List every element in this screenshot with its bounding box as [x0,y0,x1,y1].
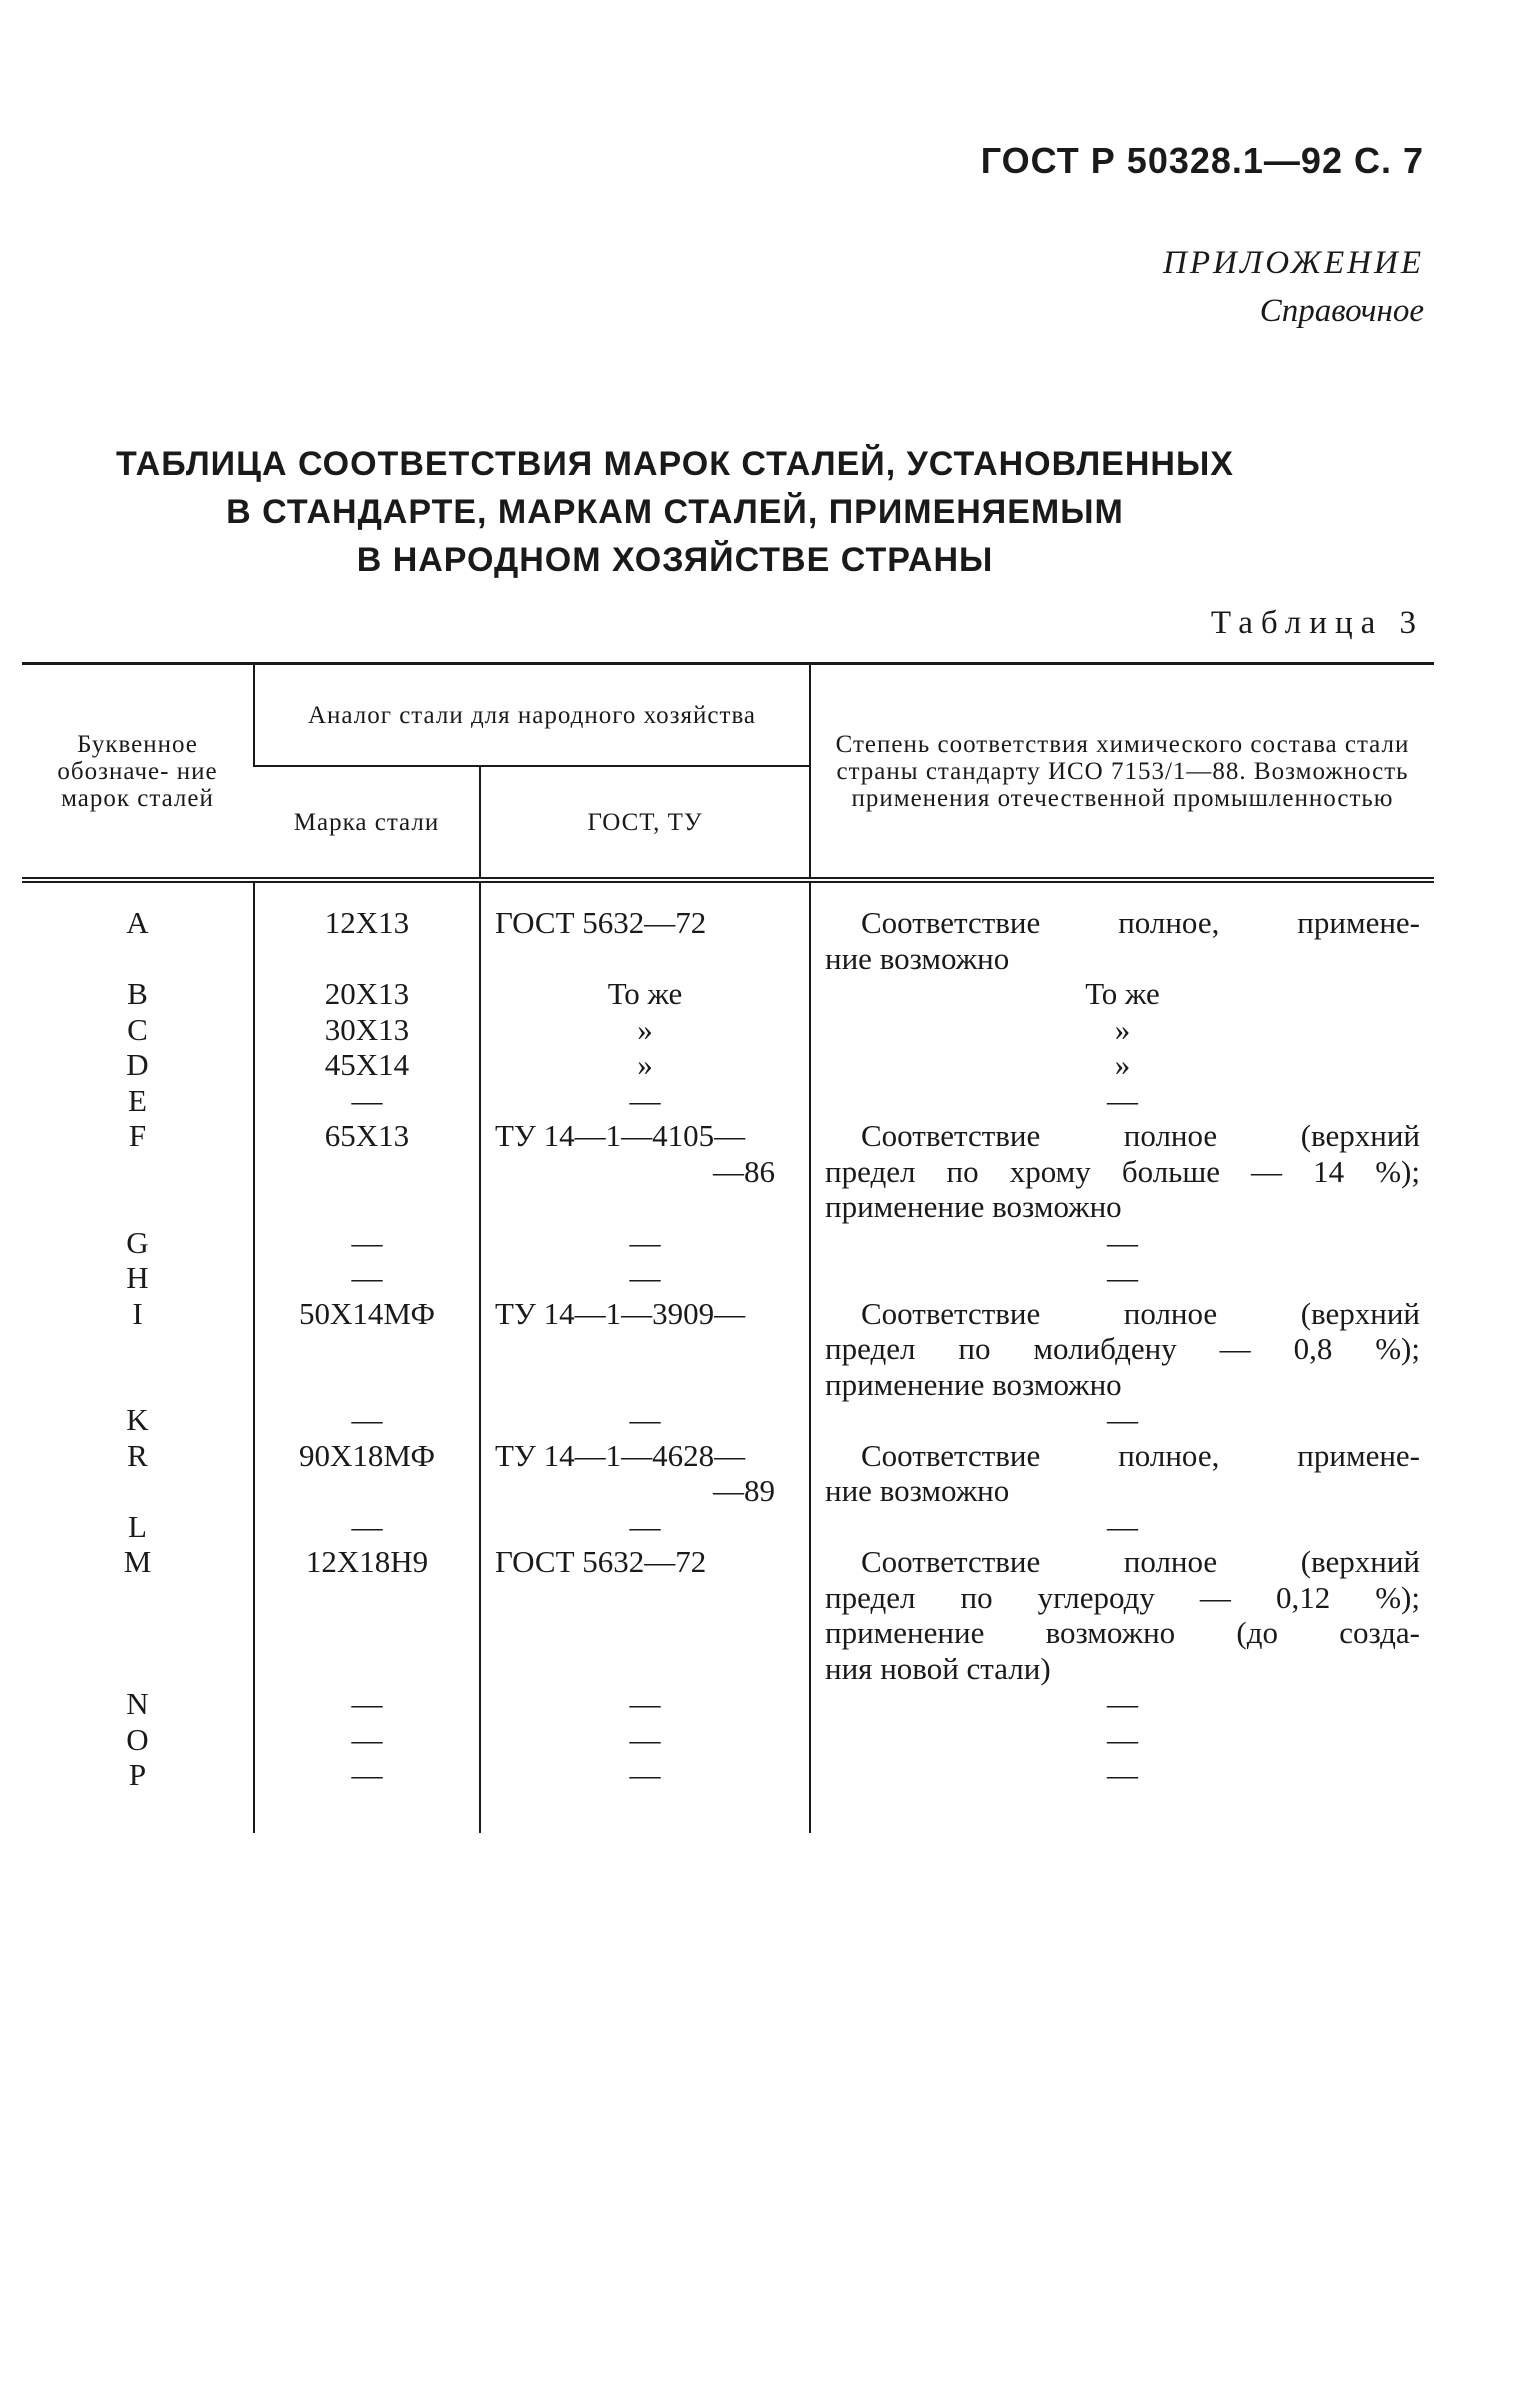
standard-line: » [637,1047,653,1082]
cell-standard [480,1402,810,1438]
cell-steel-grade: 20Х13 [254,976,480,1012]
table-row [22,1225,1434,1261]
compliance-line: Соответствие полное (верхний [861,1118,1420,1153]
table-row [22,1047,1434,1083]
compliance-line: применение возможно [825,1366,1122,1402]
compliance-line: применение возможно (до созда- [825,1615,1420,1650]
cell-steel-grade: 12Х18Н9 [254,1544,480,1686]
cell-letter-code: F [128,1118,147,1153]
compliance-line: применение возможно [825,1189,1122,1224]
appendix-label: ПРИЛОЖЕНИЕ [1163,245,1424,281]
compliance-line: — [1107,1721,1138,1757]
cell-letter-code: L [128,1508,147,1544]
cell-standard [480,1544,810,1686]
header-analog-group: Аналог стали для народного хозяйства [254,664,810,767]
standard-line: — [629,1721,661,1757]
standard-line: — [629,1402,661,1437]
compliance-line: — [1107,1402,1138,1437]
cell-steel-grade: — [254,1083,480,1119]
appendix-type: Справочное [1259,292,1424,329]
cell-compliance [810,1509,1434,1545]
standard-line: — [629,1686,661,1721]
cell-letter-code: B [127,976,148,1011]
standard-line: — [629,1508,661,1544]
standard-line: ТУ 14—1—3909— [495,1295,746,1331]
compliance-line: — [1107,1686,1138,1721]
table-row [22,1438,1434,1509]
standard-line: — [629,1757,661,1792]
compliance-line: — [1107,1508,1138,1544]
table-body [22,880,1434,1833]
compliance-line: предел по углероду — 0,12 %); [825,1579,1420,1615]
header-standard: ГОСТ, ТУ [480,766,810,880]
cell-compliance [810,1757,1434,1833]
cell-steel-grade: — [254,1225,480,1261]
table-row [22,976,1434,1012]
standard-line: — [629,1260,661,1295]
standard-line: — [629,1224,661,1260]
header-compliance: Степень соответствия химического состава стали страны стандарту ИСО 7153/1—88. Возможность применения отечественной промышленностью [810,664,1434,881]
cell-compliance [810,976,1434,1012]
cell-compliance [810,1118,1434,1225]
compliance-line: ние возможно [825,1473,1010,1508]
cell-compliance [810,1047,1434,1083]
cell-steel-grade: 65Х13 [254,1118,480,1225]
compliance-line: — [1107,1082,1138,1118]
cell-standard [480,1757,810,1833]
title-line: В НАРОДНОМ ХОЗЯЙСТВЕ СТРАНЫ [356,541,994,579]
compliance-line: — [1107,1757,1138,1792]
cell-compliance [810,1544,1434,1686]
cell-steel-grade: — [254,1686,480,1722]
cell-standard [480,1118,810,1225]
compliance-line: — [1107,1260,1138,1295]
table-row [22,1118,1434,1225]
cell-standard [480,1438,810,1509]
compliance-line: То же [1085,976,1160,1011]
cell-steel-grade: 45Х14 [254,1047,480,1083]
cell-steel-grade: 90Х18МФ [254,1438,480,1509]
cell-steel-grade: 12Х13 [254,880,480,976]
table-row [22,1544,1434,1686]
cell-compliance [810,1225,1434,1261]
cell-compliance [810,1686,1434,1722]
title-line: ТАБЛИЦА СООТВЕТСТВИЯ МАРОК СТАЛЕЙ, УСТАНОВЛЕННЫХ [116,445,1234,483]
cell-standard [480,1722,810,1758]
cell-letter-code: I [132,1295,143,1331]
compliance-line: — [1107,1224,1138,1260]
compliance-line: Соответствие полное, примене- [861,905,1420,940]
table-row [22,880,1434,976]
cell-letter-code: K [126,1402,149,1437]
cell-letter-code: A [126,905,149,940]
standard-line: ТУ 14—1—4105— [495,1118,746,1153]
compliance-line: ния новой стали) [825,1650,1051,1686]
table-row [22,1296,1434,1403]
compliance-line: предел по хрому больше — 14 %); [825,1153,1420,1189]
document-title [60,440,1290,584]
cell-steel-grade: 50Х14МФ [254,1296,480,1403]
cell-compliance [810,1260,1434,1296]
steel-correspondence-table [22,662,1434,1833]
standard-line: ГОСТ 5632—72 [495,1544,707,1579]
cell-steel-grade: — [254,1509,480,1545]
compliance-line: предел по молибдену — 0,8 %); [825,1331,1420,1366]
compliance-line: Соответствие полное, примене- [861,1437,1420,1473]
table-row [22,1722,1434,1758]
table-row [22,1686,1434,1722]
standard-line: » [637,1011,653,1047]
compliance-line: » [1114,1011,1131,1047]
table-row [22,1757,1434,1833]
compliance-line: Соответствие полное (верхний [861,1295,1420,1331]
standard-line: ТУ 14—1—4628— [495,1437,746,1473]
cell-standard [480,1509,810,1545]
table-row [22,1012,1434,1048]
cell-letter-code: D [126,1047,149,1082]
cell-steel-grade: — [254,1260,480,1296]
table-row [22,1260,1434,1296]
cell-letter-code: H [126,1260,149,1295]
appendix-block [1163,240,1424,336]
cell-letter-code: O [126,1721,149,1757]
cell-letter-code: M [123,1544,152,1579]
standard-line: То же [607,976,683,1011]
table-caption: Таблица 3 [1210,605,1424,641]
cell-steel-grade: — [254,1757,480,1833]
cell-compliance [810,1296,1434,1403]
cell-compliance [810,1722,1434,1758]
cell-compliance [810,880,1434,976]
table-row [22,1083,1434,1119]
cell-steel-grade: — [254,1722,480,1758]
cell-standard [480,1012,810,1048]
cell-letter-code: P [128,1757,147,1792]
compliance-line: » [1114,1047,1131,1082]
title-line: В СТАНДАРТЕ, МАРКАМ СТАЛЕЙ, ПРИМЕНЯЕМЫМ [226,493,1124,531]
standard-line: — [629,1082,661,1118]
standard-line: —86 [713,1153,775,1189]
cell-steel-grade: — [254,1402,480,1438]
cell-letter-code: R [127,1437,148,1473]
cell-letter-code: C [127,1011,148,1047]
cell-steel-grade: 30Х13 [254,1012,480,1048]
cell-compliance [810,1083,1434,1119]
page-header: ГОСТ Р 50328.1—92 С. 7 [980,140,1424,181]
header-letter-designation: Буквенное обозначе- ние марок сталей [22,664,254,881]
header-steel-grade: Марка стали [254,766,480,880]
cell-standard [480,1083,810,1119]
table-row [22,1509,1434,1545]
cell-standard [480,1686,810,1722]
compliance-line: Соответствие полное (верхний [861,1544,1420,1579]
cell-compliance [810,1012,1434,1048]
cell-compliance [810,1438,1434,1509]
table-row [22,1402,1434,1438]
cell-letter-code: N [126,1686,149,1721]
cell-standard [480,1047,810,1083]
standard-line: ГОСТ 5632—72 [495,905,707,940]
compliance-line: ние возможно [825,940,1010,976]
cell-letter-code: G [126,1224,149,1260]
cell-standard [480,976,810,1012]
cell-compliance [810,1402,1434,1438]
cell-standard [480,1225,810,1261]
cell-standard [480,880,810,976]
standard-line: —89 [713,1473,775,1508]
cell-standard [480,1260,810,1296]
cell-standard [480,1296,810,1403]
cell-letter-code: E [128,1082,147,1118]
